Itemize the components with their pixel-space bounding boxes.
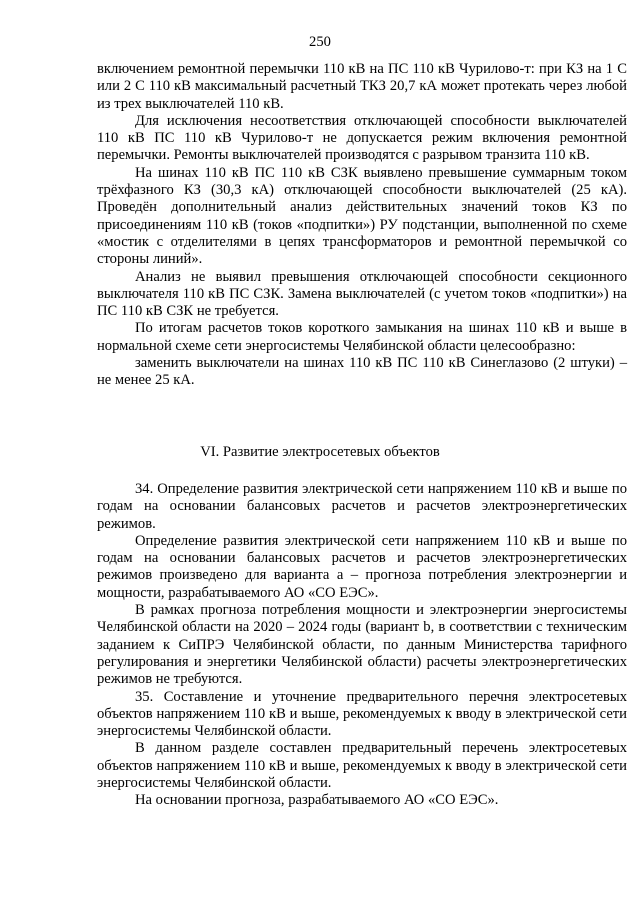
body-text-bottom xyxy=(97,481,627,810)
paragraph: Для исключения несоответствия отключающей способности выключателей 110 кВ ПС 110 кВ Чурилово-т не допускается режим включения ремонтной перемычки. Ремонты выключателей производятся с разрывом транзита 110 кВ. xyxy=(97,112,627,164)
paragraph: Определение развития электрической сети напряжением 110 кВ и выше по годам на основании балансовых расчетов и расчетов электроэнергетических режимов произведено для варианта а – прогноза потребления электроэнергии и мощности, разрабатываемого АО «СО ЕЭС». xyxy=(97,532,627,601)
paragraph: В рамках прогноза потребления мощности и электроэнергии энергосистемы Челябинской области на 2020 – 2024 годы (вариант b, в соответствии с техническим заданием к СиПРЭ Челябинской области, по данным Министерства тарифного регулирования и энергетики Челябинской области) расчеты электроэнергетических режимов не требуются. xyxy=(97,602,627,688)
page-number: 250 xyxy=(309,34,331,50)
paragraph: 35. Составление и уточнение предварительного перечня электросетевых объектов напряжением 110 кВ и выше, рекомендуемых к вводу в электрической сети энергосистемы Челябинской области. xyxy=(97,688,627,740)
paragraph: На основании прогноза, разрабатываемого АО «СО ЕЭС». xyxy=(135,792,499,809)
paragraph: включением ремонтной перемычки 110 кВ на ПС 110 кВ Чурилово-т: при КЗ на 1 С или 2 С 110 кВ максимальный расчетный ТКЗ 20,7 кА может протекать через любой из трех выключателей 110 кВ. xyxy=(97,61,627,112)
paragraph: 34. Определение развития электрической сети напряжением 110 кВ и выше по годам на основании балансовых расчетов и расчетов электроэнергетических режимов. xyxy=(97,481,627,532)
paragraph: По итогам расчетов токов короткого замыкания на шинах 110 кВ и выше в нормальной схеме сети энергосистемы Челябинской области целесообразно: xyxy=(97,320,627,354)
body-text-top xyxy=(97,61,627,390)
paragraph: В данном разделе составлен предварительный перечень электросетевых объектов напряжением 110 кВ и выше, рекомендуемых к вводу в электрической сети энергосистемы Челябинской области. xyxy=(97,740,627,792)
paragraph: заменить выключатели на шинах 110 кВ ПС 110 кВ Синеглазово (2 штуки) – не менее 25 кА. xyxy=(97,355,627,389)
section-heading: VI. Развитие электросетевых объектов xyxy=(200,444,440,460)
paragraph: Анализ не выявил превышения отключающей способности секционного выключателя 110 кВ ПС СЗК. Замена выключателей (с учетом токов «подпитки») на ПС 110 кВ СЗК не требуется. xyxy=(97,268,627,320)
paragraph: На шинах 110 кВ ПС 110 кВ СЗК выявлено превышение суммарным током трёхфазного КЗ (30,3 кА) отключающей способности выключателей (25 кА). Проведён дополнительный анализ действительных значений токов КЗ по присоединениям 110 кВ (токов «подпитки») РУ подстанции, выполненной по схеме «мостик с отделителями в цепях трансформаторов и ремонтной перемычкой со стороны линий». xyxy=(97,164,627,268)
